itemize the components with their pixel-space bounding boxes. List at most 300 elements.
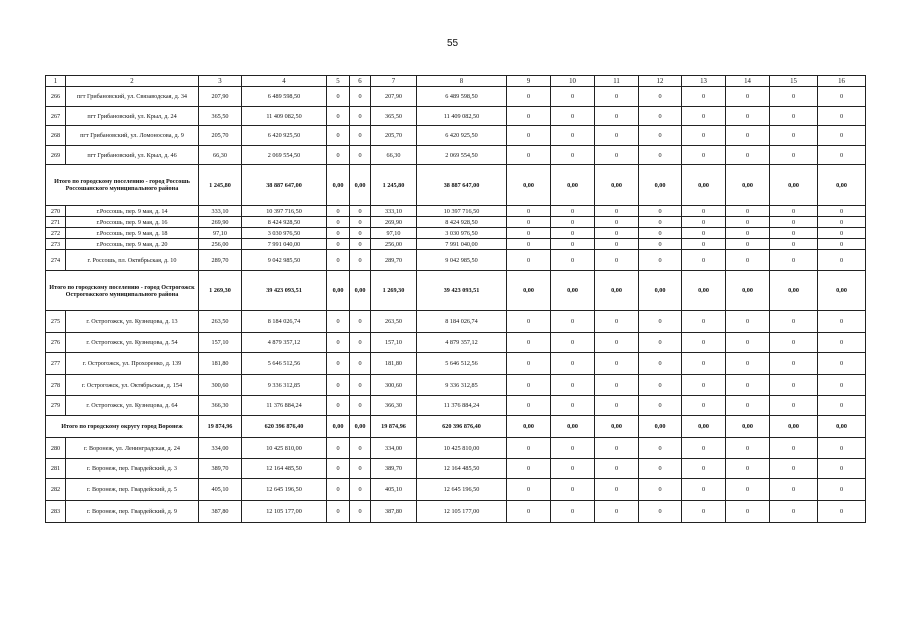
value-cell-4: 9 042 985,50 [242, 250, 327, 271]
value-cell-5: 0 [327, 311, 350, 333]
value-cell-7: 97,10 [371, 228, 417, 239]
value-cell-11: 0 [595, 107, 639, 126]
value-cell-9: 0,00 [507, 165, 551, 206]
value-cell-13: 0 [682, 311, 726, 333]
value-cell-16: 0 [818, 126, 866, 146]
value-cell-9: 0 [507, 501, 551, 523]
value-cell-6: 0 [350, 396, 371, 416]
address-cell: г. Воронеж, пер. Гвардейский, д. 9 [66, 501, 199, 523]
value-cell-9: 0 [507, 87, 551, 107]
value-cell-12: 0 [639, 239, 682, 250]
value-cell-7: 66,30 [371, 146, 417, 165]
value-cell-15: 0 [770, 126, 818, 146]
value-cell-6: 0 [350, 353, 371, 375]
address-cell: пгт Грибановский, ул. Ломоносова, д. 9 [66, 126, 199, 146]
row-number: 273 [46, 239, 66, 250]
value-cell-4: 11 376 884,24 [242, 396, 327, 416]
value-cell-8: 2 069 554,50 [417, 146, 507, 165]
table-row [46, 217, 866, 228]
value-cell-9: 0 [507, 459, 551, 479]
header-cell: 9 [507, 76, 551, 87]
value-cell-12: 0 [639, 87, 682, 107]
value-cell-15: 0 [770, 396, 818, 416]
value-cell-12: 0 [639, 206, 682, 217]
value-cell-7: 181,80 [371, 353, 417, 375]
value-cell-3: 389,70 [199, 459, 242, 479]
value-cell-16: 0 [818, 206, 866, 217]
value-cell-7: 365,50 [371, 107, 417, 126]
value-cell-7: 19 874,96 [371, 416, 417, 438]
value-cell-12: 0 [639, 146, 682, 165]
value-cell-7: 366,30 [371, 396, 417, 416]
header-cell: 4 [242, 76, 327, 87]
value-cell-3: 256,00 [199, 239, 242, 250]
value-cell-4: 12 645 196,50 [242, 479, 327, 501]
register-table [45, 75, 866, 523]
value-cell-12: 0 [639, 126, 682, 146]
value-cell-10: 0 [551, 479, 595, 501]
address-cell: г.Россошь, пер. 9 мая, д. 18 [66, 228, 199, 239]
value-cell-4: 7 991 040,00 [242, 239, 327, 250]
value-cell-4: 3 030 976,50 [242, 228, 327, 239]
value-cell-6: 0 [350, 333, 371, 353]
value-cell-6: 0 [350, 501, 371, 523]
value-cell-16: 0 [818, 396, 866, 416]
table-row [46, 311, 866, 333]
value-cell-12: 0 [639, 438, 682, 459]
address-cell: г. Острогожск, ул. Кузнецова, д. 54 [66, 333, 199, 353]
value-cell-4: 4 879 357,12 [242, 333, 327, 353]
value-cell-16: 0,00 [818, 165, 866, 206]
value-cell-11: 0 [595, 479, 639, 501]
value-cell-10: 0 [551, 333, 595, 353]
value-cell-9: 0 [507, 217, 551, 228]
value-cell-4: 12 105 177,00 [242, 501, 327, 523]
value-cell-10: 0 [551, 239, 595, 250]
value-cell-9: 0 [507, 239, 551, 250]
value-cell-11: 0,00 [595, 271, 639, 311]
row-number: 269 [46, 146, 66, 165]
value-cell-14: 0,00 [726, 271, 770, 311]
value-cell-4: 2 069 554,50 [242, 146, 327, 165]
value-cell-16: 0 [818, 250, 866, 271]
row-number: 276 [46, 333, 66, 353]
value-cell-6: 0 [350, 126, 371, 146]
value-cell-8: 12 164 485,50 [417, 459, 507, 479]
value-cell-8: 9 042 985,50 [417, 250, 507, 271]
subtotal-row [46, 416, 866, 438]
table-row [46, 438, 866, 459]
value-cell-11: 0 [595, 333, 639, 353]
header-cell: 13 [682, 76, 726, 87]
value-cell-16: 0 [818, 146, 866, 165]
row-number: 271 [46, 217, 66, 228]
value-cell-6: 0 [350, 239, 371, 250]
value-cell-7: 334,00 [371, 438, 417, 459]
value-cell-3: 333,10 [199, 206, 242, 217]
value-cell-11: 0 [595, 375, 639, 396]
value-cell-15: 0 [770, 239, 818, 250]
value-cell-11: 0 [595, 217, 639, 228]
value-cell-14: 0 [726, 146, 770, 165]
value-cell-8: 4 879 357,12 [417, 333, 507, 353]
address-cell: пгт Грибановский, ул. Крыл, д. 24 [66, 107, 199, 126]
value-cell-13: 0 [682, 107, 726, 126]
value-cell-16: 0 [818, 217, 866, 228]
value-cell-9: 0 [507, 228, 551, 239]
row-number: 272 [46, 228, 66, 239]
value-cell-3: 97,10 [199, 228, 242, 239]
value-cell-12: 0 [639, 311, 682, 333]
value-cell-6: 0 [350, 479, 371, 501]
subtotal-label: Итого по городскому поселению - город Россошь Россошанского муниципального района [46, 165, 199, 206]
header-cell: 8 [417, 76, 507, 87]
value-cell-3: 405,10 [199, 479, 242, 501]
value-cell-12: 0 [639, 375, 682, 396]
value-cell-12: 0,00 [639, 165, 682, 206]
row-number: 266 [46, 87, 66, 107]
value-cell-16: 0,00 [818, 271, 866, 311]
value-cell-3: 205,70 [199, 126, 242, 146]
header-cell: 6 [350, 76, 371, 87]
header-cell: 5 [327, 76, 350, 87]
value-cell-14: 0 [726, 396, 770, 416]
value-cell-13: 0 [682, 87, 726, 107]
table-row [46, 107, 866, 126]
value-cell-8: 38 887 647,00 [417, 165, 507, 206]
value-cell-10: 0 [551, 250, 595, 271]
value-cell-5: 0 [327, 250, 350, 271]
value-cell-13: 0,00 [682, 416, 726, 438]
value-cell-16: 0 [818, 459, 866, 479]
value-cell-15: 0,00 [770, 271, 818, 311]
value-cell-9: 0 [507, 311, 551, 333]
value-cell-3: 1 269,30 [199, 271, 242, 311]
value-cell-8: 6 420 925,50 [417, 126, 507, 146]
value-cell-15: 0 [770, 250, 818, 271]
value-cell-3: 366,30 [199, 396, 242, 416]
value-cell-10: 0 [551, 501, 595, 523]
value-cell-14: 0 [726, 459, 770, 479]
value-cell-8: 620 396 876,40 [417, 416, 507, 438]
value-cell-14: 0 [726, 228, 770, 239]
value-cell-15: 0 [770, 87, 818, 107]
value-cell-6: 0 [350, 228, 371, 239]
value-cell-13: 0 [682, 146, 726, 165]
value-cell-10: 0 [551, 146, 595, 165]
value-cell-16: 0 [818, 501, 866, 523]
value-cell-7: 263,50 [371, 311, 417, 333]
value-cell-14: 0 [726, 479, 770, 501]
value-cell-5: 0 [327, 438, 350, 459]
value-cell-13: 0 [682, 228, 726, 239]
value-cell-16: 0 [818, 311, 866, 333]
value-cell-15: 0 [770, 311, 818, 333]
value-cell-10: 0 [551, 217, 595, 228]
header-cell: 15 [770, 76, 818, 87]
value-cell-3: 263,50 [199, 311, 242, 333]
value-cell-3: 387,80 [199, 501, 242, 523]
value-cell-16: 0 [818, 228, 866, 239]
table-row [46, 375, 866, 396]
table-row [46, 353, 866, 375]
value-cell-12: 0 [639, 228, 682, 239]
value-cell-11: 0 [595, 311, 639, 333]
value-cell-16: 0 [818, 438, 866, 459]
value-cell-15: 0 [770, 438, 818, 459]
table-row [46, 87, 866, 107]
value-cell-8: 10 425 810,00 [417, 438, 507, 459]
value-cell-8: 11 409 082,50 [417, 107, 507, 126]
table-row [46, 333, 866, 353]
value-cell-15: 0 [770, 479, 818, 501]
value-cell-4: 12 164 485,50 [242, 459, 327, 479]
subtotal-label: Итого по городскому поселению - город Острогожск Острогожского муниципального района [46, 271, 199, 311]
value-cell-13: 0,00 [682, 271, 726, 311]
value-cell-5: 0 [327, 126, 350, 146]
value-cell-15: 0 [770, 459, 818, 479]
value-cell-9: 0 [507, 107, 551, 126]
value-cell-5: 0 [327, 228, 350, 239]
address-cell: г. Острогожск, ул. Прохоренко, д. 139 [66, 353, 199, 375]
value-cell-4: 6 489 598,50 [242, 87, 327, 107]
value-cell-6: 0 [350, 87, 371, 107]
value-cell-15: 0 [770, 501, 818, 523]
value-cell-11: 0 [595, 87, 639, 107]
address-cell: г.Россошь, пер. 9 мая, д. 20 [66, 239, 199, 250]
value-cell-3: 1 245,80 [199, 165, 242, 206]
value-cell-8: 5 646 512,56 [417, 353, 507, 375]
value-cell-10: 0 [551, 375, 595, 396]
value-cell-4: 620 396 876,40 [242, 416, 327, 438]
value-cell-3: 334,00 [199, 438, 242, 459]
address-cell: г. Острогожск, ул. Кузнецова, д. 13 [66, 311, 199, 333]
value-cell-12: 0 [639, 107, 682, 126]
value-cell-9: 0 [507, 126, 551, 146]
value-cell-10: 0 [551, 396, 595, 416]
row-number: 270 [46, 206, 66, 217]
row-number: 277 [46, 353, 66, 375]
value-cell-10: 0 [551, 107, 595, 126]
value-cell-5: 0,00 [327, 271, 350, 311]
value-cell-11: 0 [595, 206, 639, 217]
header-cell: 12 [639, 76, 682, 87]
value-cell-13: 0 [682, 353, 726, 375]
address-cell: г.Россошь, пер. 9 мая, д. 14 [66, 206, 199, 217]
value-cell-12: 0,00 [639, 416, 682, 438]
value-cell-13: 0 [682, 459, 726, 479]
value-cell-9: 0 [507, 396, 551, 416]
header-cell: 2 [66, 76, 199, 87]
value-cell-13: 0 [682, 396, 726, 416]
value-cell-9: 0 [507, 479, 551, 501]
value-cell-12: 0 [639, 250, 682, 271]
value-cell-5: 0,00 [327, 416, 350, 438]
value-cell-15: 0 [770, 206, 818, 217]
value-cell-16: 0 [818, 479, 866, 501]
value-cell-3: 300,60 [199, 375, 242, 396]
value-cell-8: 7 991 040,00 [417, 239, 507, 250]
value-cell-10: 0 [551, 459, 595, 479]
value-cell-3: 289,70 [199, 250, 242, 271]
value-cell-14: 0 [726, 501, 770, 523]
subtotal-row [46, 165, 866, 206]
value-cell-6: 0,00 [350, 416, 371, 438]
value-cell-7: 1 245,80 [371, 165, 417, 206]
value-cell-8: 8 424 928,50 [417, 217, 507, 228]
value-cell-9: 0 [507, 206, 551, 217]
value-cell-3: 207,90 [199, 87, 242, 107]
header-cell: 3 [199, 76, 242, 87]
value-cell-8: 8 184 026,74 [417, 311, 507, 333]
header-cell: 16 [818, 76, 866, 87]
value-cell-5: 0 [327, 479, 350, 501]
value-cell-13: 0 [682, 217, 726, 228]
header-cell: 7 [371, 76, 417, 87]
value-cell-15: 0 [770, 217, 818, 228]
value-cell-11: 0 [595, 239, 639, 250]
value-cell-16: 0 [818, 239, 866, 250]
value-cell-5: 0 [327, 333, 350, 353]
value-cell-14: 0,00 [726, 165, 770, 206]
header-cell: 1 [46, 76, 66, 87]
value-cell-7: 333,10 [371, 206, 417, 217]
value-cell-12: 0 [639, 501, 682, 523]
address-cell: г. Россошь, пл. Октябрьская, д. 10 [66, 250, 199, 271]
table-row [46, 239, 866, 250]
value-cell-6: 0 [350, 375, 371, 396]
row-number: 267 [46, 107, 66, 126]
value-cell-4: 11 409 082,50 [242, 107, 327, 126]
row-number: 278 [46, 375, 66, 396]
value-cell-16: 0 [818, 375, 866, 396]
value-cell-8: 3 030 976,50 [417, 228, 507, 239]
value-cell-14: 0 [726, 333, 770, 353]
value-cell-10: 0 [551, 438, 595, 459]
table-row [46, 146, 866, 165]
value-cell-11: 0,00 [595, 416, 639, 438]
value-cell-5: 0 [327, 353, 350, 375]
value-cell-9: 0 [507, 146, 551, 165]
value-cell-7: 269,90 [371, 217, 417, 228]
value-cell-6: 0 [350, 107, 371, 126]
row-number: 283 [46, 501, 66, 523]
value-cell-6: 0 [350, 146, 371, 165]
value-cell-4: 38 887 647,00 [242, 165, 327, 206]
value-cell-10: 0,00 [551, 416, 595, 438]
table-row [46, 479, 866, 501]
header-row [46, 76, 866, 87]
value-cell-13: 0 [682, 250, 726, 271]
header-cell: 11 [595, 76, 639, 87]
value-cell-5: 0 [327, 239, 350, 250]
value-cell-12: 0 [639, 479, 682, 501]
address-cell: г. Острогожск, ул. Кузнецова, д. 64 [66, 396, 199, 416]
address-cell: г. Воронеж, ул. Ленинградская, д. 24 [66, 438, 199, 459]
value-cell-16: 0 [818, 353, 866, 375]
value-cell-9: 0 [507, 438, 551, 459]
value-cell-3: 157,10 [199, 333, 242, 353]
value-cell-10: 0 [551, 311, 595, 333]
table-row [46, 206, 866, 217]
value-cell-14: 0 [726, 206, 770, 217]
value-cell-13: 0 [682, 126, 726, 146]
value-cell-8: 12 645 196,50 [417, 479, 507, 501]
value-cell-15: 0 [770, 146, 818, 165]
value-cell-15: 0 [770, 375, 818, 396]
value-cell-13: 0 [682, 239, 726, 250]
value-cell-13: 0 [682, 438, 726, 459]
value-cell-3: 19 874,96 [199, 416, 242, 438]
value-cell-5: 0 [327, 87, 350, 107]
value-cell-14: 0 [726, 87, 770, 107]
value-cell-8: 10 397 716,50 [417, 206, 507, 217]
row-number: 274 [46, 250, 66, 271]
value-cell-7: 405,10 [371, 479, 417, 501]
value-cell-15: 0,00 [770, 416, 818, 438]
row-number: 280 [46, 438, 66, 459]
table-body [46, 76, 866, 523]
value-cell-5: 0 [327, 107, 350, 126]
value-cell-15: 0 [770, 107, 818, 126]
value-cell-11: 0 [595, 146, 639, 165]
value-cell-7: 300,60 [371, 375, 417, 396]
value-cell-5: 0 [327, 146, 350, 165]
row-number: 282 [46, 479, 66, 501]
value-cell-8: 9 336 312,85 [417, 375, 507, 396]
value-cell-14: 0 [726, 353, 770, 375]
value-cell-13: 0 [682, 501, 726, 523]
value-cell-14: 0,00 [726, 416, 770, 438]
value-cell-3: 66,30 [199, 146, 242, 165]
value-cell-8: 11 376 884,24 [417, 396, 507, 416]
value-cell-8: 6 489 598,50 [417, 87, 507, 107]
subtotal-label: Итого по городскому округу город Воронеж [46, 416, 199, 438]
value-cell-6: 0 [350, 311, 371, 333]
table-row [46, 228, 866, 239]
value-cell-15: 0 [770, 353, 818, 375]
value-cell-4: 8 424 928,50 [242, 217, 327, 228]
value-cell-4: 5 646 512,56 [242, 353, 327, 375]
header-cell: 14 [726, 76, 770, 87]
value-cell-4: 39 423 093,51 [242, 271, 327, 311]
value-cell-11: 0,00 [595, 165, 639, 206]
value-cell-4: 8 184 026,74 [242, 311, 327, 333]
value-cell-4: 10 425 810,00 [242, 438, 327, 459]
table-row [46, 126, 866, 146]
value-cell-14: 0 [726, 107, 770, 126]
table-row [46, 501, 866, 523]
subtotal-row [46, 271, 866, 311]
value-cell-6: 0,00 [350, 271, 371, 311]
value-cell-5: 0 [327, 217, 350, 228]
address-cell: пгт Грибановский, ул. Крыл, д. 46 [66, 146, 199, 165]
value-cell-16: 0 [818, 107, 866, 126]
value-cell-9: 0,00 [507, 416, 551, 438]
value-cell-7: 389,70 [371, 459, 417, 479]
value-cell-5: 0,00 [327, 165, 350, 206]
value-cell-13: 0 [682, 206, 726, 217]
row-number: 275 [46, 311, 66, 333]
value-cell-7: 289,70 [371, 250, 417, 271]
value-cell-5: 0 [327, 206, 350, 217]
value-cell-3: 365,50 [199, 107, 242, 126]
value-cell-16: 0 [818, 333, 866, 353]
value-cell-10: 0 [551, 126, 595, 146]
value-cell-14: 0 [726, 217, 770, 228]
table-row [46, 250, 866, 271]
address-cell: г. Воронеж, пер. Гвардейский, д. 5 [66, 479, 199, 501]
